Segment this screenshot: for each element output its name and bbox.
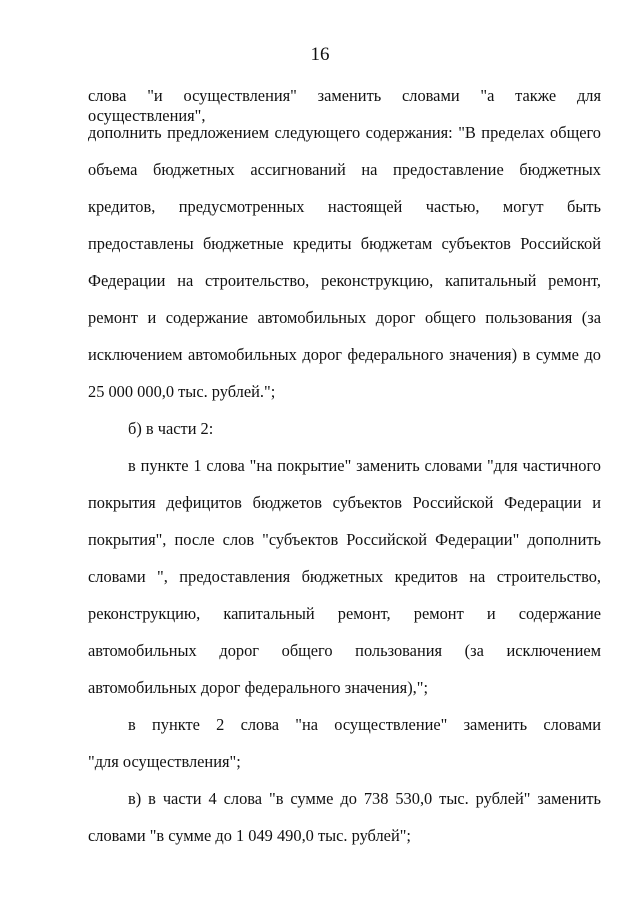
text-line: Федерации на строительство, реконструкцию, капитальный ремонт, <box>88 271 601 290</box>
text-line: предоставлены бюджетные кредиты бюджетам субъектов Российской <box>88 234 601 253</box>
text-line: исключением автомобильных дорог федерального значения) в сумме до <box>88 345 601 364</box>
text-line: реконструкцию, капитальный ремонт, ремонт и содержание <box>88 604 601 623</box>
text-line: "для осуществления"; <box>88 752 241 771</box>
text-line: 25 000 000,0 тыс. рублей."; <box>88 382 276 401</box>
text-line: покрытия дефицитов бюджетов субъектов Российской Федерации и <box>88 493 601 512</box>
text-line: кредитов, предусмотренных настоящей частью, могут быть <box>88 197 601 216</box>
page-number: 16 <box>310 44 330 65</box>
text-line: автомобильных дорог общего пользования (за исключением <box>88 641 601 660</box>
text-line: в пункте 2 слова "на осуществление" заменить словами <box>128 715 601 734</box>
text-line: ремонт и содержание автомобильных дорог общего пользования (за <box>88 308 601 327</box>
text-line: словами ", предоставления бюджетных кредитов на строительство, <box>88 567 601 586</box>
text-line: дополнить предложением следующего содержания: "В пределах общего <box>88 123 601 142</box>
text-line: объема бюджетных ассигнований на предоставление бюджетных <box>88 160 601 179</box>
text-line: автомобильных дорог федерального значения),"; <box>88 678 428 697</box>
text-line: словами "в сумме до 1 049 490,0 тыс. рублей"; <box>88 826 411 845</box>
text-line: в) в части 4 слова "в сумме до 738 530,0 тыс. рублей" заменить <box>128 789 601 808</box>
text-line: в пункте 1 слова "на покрытие" заменить словами "для частичного <box>128 456 601 475</box>
text-line: покрытия", после слов "субъектов Российской Федерации" дополнить <box>88 530 601 549</box>
text-line: б) в части 2: <box>128 419 214 438</box>
text-line: слова "и осуществления" заменить словами "а также для осуществления", <box>88 86 601 125</box>
